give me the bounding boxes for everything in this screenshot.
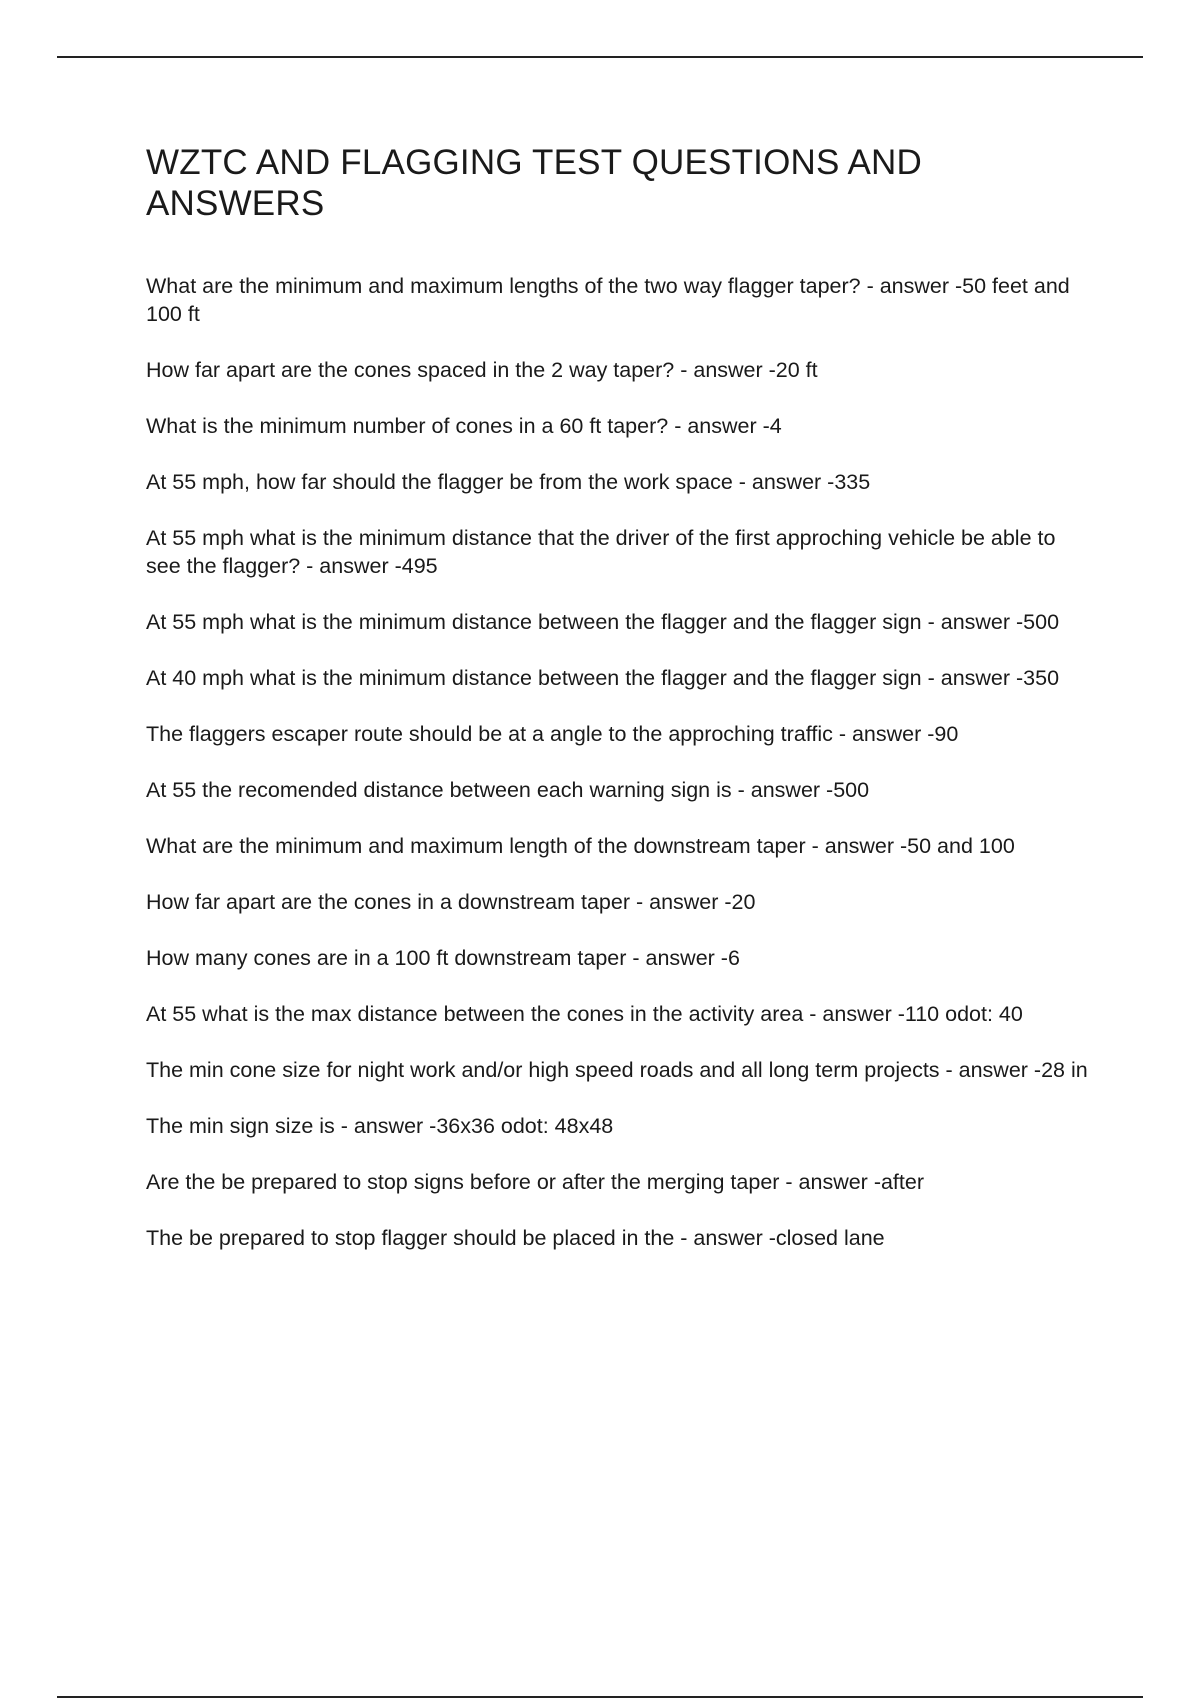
- qa-item: At 55 mph what is the minimum distance that the driver of the first approching vehicle be able to see the flagger? - answer -495: [146, 526, 1056, 578]
- bottom-divider: [57, 1696, 1143, 1698]
- document-body: [146, 142, 1096, 1280]
- qa-list: [146, 272, 1096, 1252]
- qa-item: How far apart are the cones in a downstream taper - answer -20: [146, 890, 756, 914]
- qa-item: What are the minimum and maximum length of the downstream taper - answer -50 and 100: [146, 834, 1015, 858]
- qa-item: How far apart are the cones spaced in the 2 way taper? - answer -20 ft: [146, 358, 818, 382]
- qa-item: How many cones are in a 100 ft downstream taper - answer -6: [146, 946, 740, 970]
- qa-item: What is the minimum number of cones in a 60 ft taper? - answer -4: [146, 414, 782, 438]
- document-title: WZTC AND FLAGGING TEST QUESTIONS AND ANSWERS: [146, 143, 923, 223]
- qa-item: At 55 what is the max distance between the cones in the activity area - answer -110 odot: 40: [146, 1002, 1023, 1026]
- qa-item: At 40 mph what is the minimum distance between the flagger and the flagger sign - answer -350: [146, 666, 1060, 690]
- qa-item: At 55 the recomended distance between each warning sign is - answer -500: [146, 778, 870, 802]
- qa-item: At 55 mph, how far should the flagger be from the work space - answer -335: [146, 470, 871, 494]
- qa-item: The be prepared to stop flagger should be placed in the - answer -closed lane: [146, 1226, 885, 1250]
- qa-item: The flaggers escaper route should be at a angle to the approching traffic - answer -90: [146, 722, 959, 746]
- qa-item: The min sign size is - answer -36x36 odot: 48x48: [146, 1114, 614, 1138]
- top-divider: [57, 56, 1143, 58]
- qa-item: What are the minimum and maximum lengths of the two way flagger taper? - answer -50 feet and 100 ft: [146, 274, 1070, 326]
- qa-item: The min cone size for night work and/or high speed roads and all long term projects - answer -28 in: [146, 1058, 1088, 1082]
- qa-item: Are the be prepared to stop signs before or after the merging taper - answer -after: [146, 1170, 924, 1194]
- qa-item: At 55 mph what is the minimum distance between the flagger and the flagger sign - answer -500: [146, 610, 1060, 634]
